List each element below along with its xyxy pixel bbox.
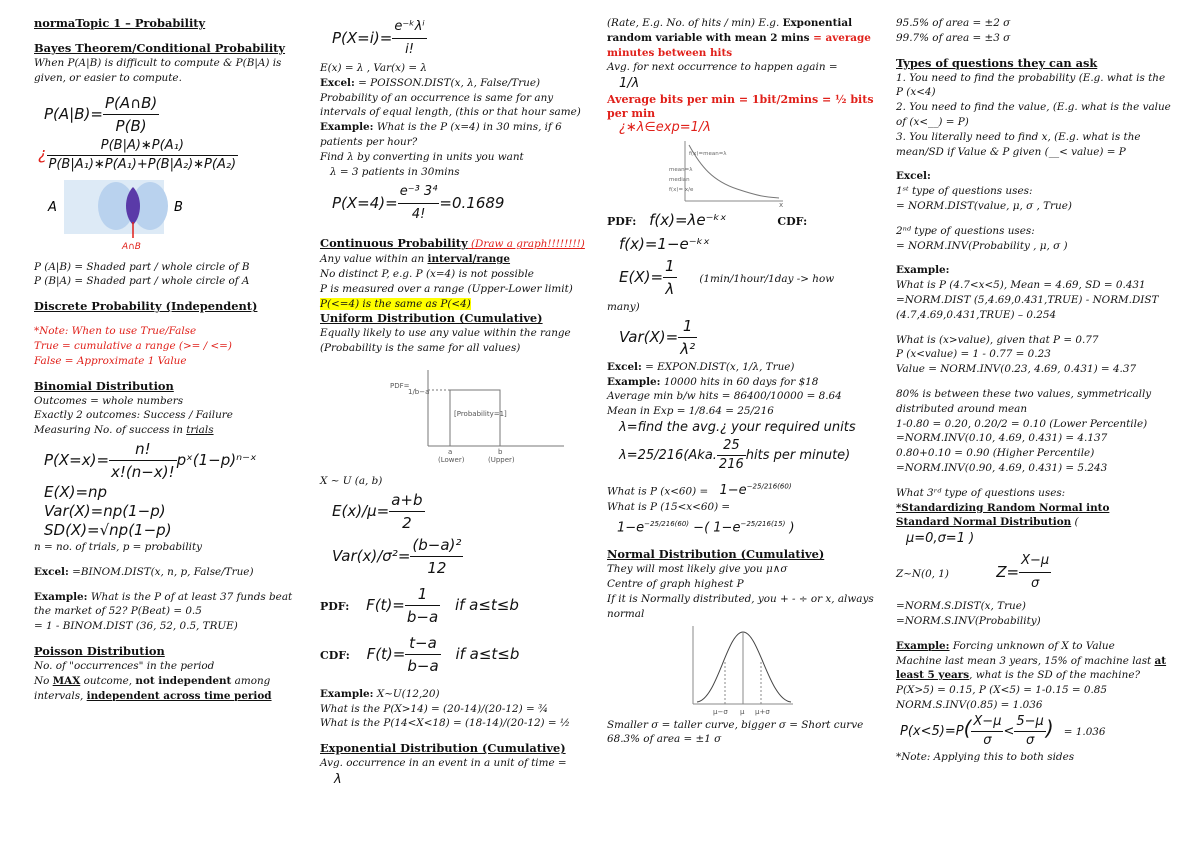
text-line: n = no. of trials, p = probability — [34, 540, 203, 553]
text-line: Any value within an interval/range — [320, 253, 511, 266]
standard-normal-params: μ=0,σ=1 ) — [906, 531, 975, 547]
svg-text:(Upper): (Upper) — [488, 455, 515, 464]
poisson-equation: P(X=i)= $\frac{\text{e⁻ᵏλⁱ}}{i!}$ — [332, 16, 590, 61]
text-line: P (A|B) = Shaded part / whole circle of B — [34, 260, 250, 273]
note-line: *Note: Applying this to both sides — [896, 750, 1075, 763]
exponential-variance: Var(X)= $\frac{1}{\text{λ²}}$ — [619, 316, 696, 358]
text-line: =NORM.S.INV(Probability) — [896, 614, 1041, 627]
text-line: 0.80+0.10 = 0.90 (Higher Percentile) — [896, 447, 1095, 460]
highlight-line: P(<=4) is the same as P(<4) — [320, 297, 471, 310]
text-line: P (x<value) = 1 - 0.77 = 0.23 — [896, 348, 1051, 361]
text-line: No MAX outcome, not independent among — [34, 674, 271, 687]
binomial-mean: E(X)=np — [44, 482, 108, 501]
svg-text:μ−σ: μ−σ — [713, 707, 728, 716]
svg-text:(Lower): (Lower) — [438, 455, 465, 464]
example-line: Example: What is the P (x=4) in 30 mins, if 6 — [320, 121, 562, 134]
text-line: Outcomes = whole numbers — [34, 394, 184, 407]
text-line: Exactly 2 outcomes: Success / Failure — [34, 409, 233, 422]
text-line: P (B|A) = Shaded part / whole circle of A — [34, 275, 250, 288]
text-line: =NORM.DIST (5,4.69,0.431,TRUE) - NORM.DIST — [896, 293, 1159, 306]
text-line: Avg. occurrence in an event in a unit of time = — [320, 757, 567, 770]
text-line: many) — [607, 300, 640, 313]
example-line: Example: What is the P of at least 37 funds beat — [34, 590, 293, 603]
text-line: Average min b/w hits = 86400/10000 = 8.64 — [607, 390, 842, 403]
poisson-heading: Poisson Distribution — [34, 643, 165, 658]
lambda-symbol: λ — [334, 771, 342, 787]
svg-text:μ: μ — [740, 707, 745, 716]
text-line: Smaller σ = taller curve, bigger σ = Short curve — [607, 718, 864, 731]
standardize-line: Standard Normal Distribution ( — [896, 516, 1079, 529]
venn-diagram — [36, 178, 183, 252]
exponential-heading: Exponential Distribution (Cumulative) — [320, 741, 566, 756]
svg-text:x: x — [779, 200, 784, 209]
text-line: = 1 - BINOM.DIST (36, 52, 0.5, TRUE) — [34, 620, 238, 633]
text-line: Avg. for next occurrence to happen again = — [607, 61, 838, 74]
binomial-equation: P(X=x)= $\frac{n!}{x!(n-x)!}$ pˣ(1−p)ⁿ⁻ˣ — [44, 439, 257, 481]
text-line: Equally likely to use any value within the range — [320, 327, 571, 340]
text-line: =NORM.S.DIST(x, True) — [896, 600, 1026, 613]
text-line: 2. You need to find the value, (E.g. what is the value — [896, 101, 1171, 114]
poisson-example-equation: P(X=4)= $\frac{\text{e⁻³ 3⁴}}{4!}$ =0.1689 — [332, 181, 590, 226]
binomial-sd: SD(X)=√np(1−p) — [44, 520, 172, 539]
text-line: 1-0.80 = 0.20, 0.20/2 = 0.10 (Lower Percentile) — [896, 417, 1148, 430]
inverse-lambda: 1/λ — [619, 76, 640, 92]
text-line: P (x<4) — [896, 86, 936, 99]
excel-line: Excel: = POISSON.DIST(x, λ, False/True) — [320, 76, 541, 89]
text-line: patients per hour? — [320, 135, 418, 148]
svg-text:f(x)=mean=λ: f(x)=mean=λ — [689, 150, 727, 157]
lambda-find: λ=find the avg.¿ your required units — [619, 419, 856, 435]
avg-bits-line: Average bits per min = 1bit/2mins = ½ bits — [607, 93, 874, 107]
exponential-pdf: PDF: f(x)=λe⁻ᵏˣ CDF: — [607, 210, 808, 229]
text-line: Machine last mean 3 years, 15% of machine last at — [896, 654, 1167, 667]
uniform-graph — [378, 364, 568, 464]
normal-heading: Normal Distribution (Cumulative) — [607, 547, 825, 562]
text-line: What is P (4.7<x<5), Mean = 4.69, SD = 0.431 — [896, 279, 1146, 292]
uniform-mean: E(x)/μ= $\frac{a+b}{2}$ — [332, 490, 423, 532]
svg-text:b: b — [498, 447, 503, 456]
note-line: True = cumulative a range (>= / <=) — [34, 339, 232, 352]
text-line: =NORM.INV(0.10, 4.69, 0.431) = 4.137 — [896, 432, 1108, 445]
text-line: intervals of equal length, (this or that hour same) — [320, 106, 581, 119]
svg-text:μ+σ: μ+σ — [755, 707, 770, 716]
text-line: least 5 years, what is the SD of the machine? — [896, 669, 1141, 682]
text-line: (Rate, E.g. No. of hits / min) E.g. Exponential — [607, 17, 853, 29]
bayes-heading: Bayes Theorem/Conditional Probability — [34, 41, 286, 55]
text-line: distributed around mean — [896, 402, 1028, 415]
uniform-variance: Var(x)/σ²= $\frac{\text{(b−a)²}}{12}$ — [332, 535, 462, 577]
svg-text:PDF=: PDF= — [390, 381, 410, 390]
text-line: 1ˢᵗ type of questions uses: — [896, 185, 1033, 198]
binomial-variance: Var(X)=np(1−p) — [44, 501, 166, 520]
example-line: Example: Forcing unknown of X to Value — [896, 639, 1115, 652]
text-line: P(X>5) = 0.15, P (X<5) = 1-0.15 = 0.85 — [896, 684, 1107, 697]
text-line: = NORM.INV(Probability , μ, σ ) — [896, 239, 1068, 252]
text-line: 1. You need to find the probability (E.g. what is the — [896, 71, 1166, 84]
example-line: Example: 10000 hits in 60 days for $18 — [607, 375, 819, 388]
text-line: (4.7,4.69,0.431,TRUE) – 0.254 — [896, 308, 1057, 321]
text-line: X ~ U (a, b) — [320, 474, 383, 487]
topic-title: normaTopic 1 – Probability — [34, 16, 206, 30]
text-line: given, or easier to compute. — [34, 71, 182, 84]
excel-heading: Excel: — [896, 170, 931, 183]
bayes-equation-expanded: ¿ $\frac{\text{P(B|A)∗P(A₁)}}{\text{P(B|A₁)∗P(A₁)+P(B|A₂)∗P(A₂)}}$ — [38, 137, 237, 172]
example-heading: Example: — [896, 264, 950, 277]
text-line: P is measured over a range (Upper-Lower limit) — [320, 282, 573, 295]
text-line: What is the P(14<X<18) = (18-14)/(20-12) = ½ — [320, 717, 570, 730]
text-line: mean/SD if Value & P given (__< value) = P — [896, 145, 1126, 158]
text-line: Value = NORM.INV(0.23, 4.69, 0.431) = 4.37 — [896, 363, 1137, 376]
question-line: What is P $(x<60) = 1-e^{-25/216(60)}$ — [607, 482, 792, 499]
svg-text:1/b−a: 1/b−a — [408, 387, 430, 396]
text-line: intervals, independent across time period — [34, 689, 272, 702]
column-1 — [34, 16, 296, 703]
text-line: of (x<__) = P) — [896, 115, 969, 128]
text-line: NORM.S.INV(0.85) = 1.036 — [896, 698, 1043, 711]
text-line: = NORM.DIST(value, μ, σ , True) — [896, 199, 1072, 212]
text-line: Measuring No. of success in trials — [34, 424, 214, 437]
uniform-pdf: PDF: F(t)= $\frac{1}{b-a}$ if a≤t≤b — [320, 584, 519, 626]
text-line: When P(A|B) is difficult to compute & P(B|A) is — [34, 57, 282, 69]
text-line: Mean in Exp = 1/8.64 = 25/216 — [607, 405, 774, 418]
column-4 — [896, 16, 1178, 764]
discrete-heading: Discrete Probability (Independent) — [34, 299, 258, 314]
exponential-graph — [667, 137, 787, 209]
uniform-cdf: CDF: F(t)= $\frac{t-a}{b-a}$ if a≤t≤b — [320, 633, 520, 675]
text-line: (Probability is the same for all values) — [320, 342, 521, 355]
text-line: 80% is between these two values, symmetrically — [896, 387, 1152, 400]
text-line: 2ⁿᵈ type of questions uses: — [896, 224, 1035, 237]
text-line: Find λ by converting in units you want — [320, 150, 524, 163]
column-3 — [607, 16, 879, 747]
lambda-value: λ=25/216(Aka. $\frac{25}{216}$ hits per minute) — [619, 437, 851, 472]
note-line: *Note: When to use True/False — [34, 325, 197, 338]
question-types-heading: Types of questions they can ask — [896, 55, 1098, 70]
lambda-exp-equation: ¿∗λ∈exp=1/λ — [619, 119, 711, 135]
text-line: They will most likely give you μ∧σ — [607, 563, 788, 576]
text-line: Probability of an occurrence is same for any — [320, 91, 554, 104]
binomial-heading: Binomial Distribution — [34, 378, 174, 393]
question-line: What is P (15<x<60) = — [607, 501, 731, 514]
svg-text:A∩B: A∩B — [122, 241, 141, 252]
svg-text:median: median — [669, 176, 690, 183]
excel-line: Excel: =BINOM.DIST(x, n, p, False/True) — [34, 565, 254, 578]
note-line: False = Approximate 1 Value — [34, 354, 187, 367]
text-line: 95.5% of area = ±2 σ — [896, 17, 1011, 29]
text-line: normal — [607, 607, 645, 620]
text-line: What is (x>value), given that P = 0.77 — [896, 333, 1099, 346]
continuous-heading-line: Continuous Probability (Draw a graph!!!!!!!!) — [320, 236, 585, 251]
text-line: E(x) = λ , Var(x) = λ — [320, 62, 427, 74]
svg-text:B: B — [174, 199, 183, 215]
text-line: minutes between hits — [607, 46, 733, 59]
text-line: the market of 52? P(Beat) = 0.5 — [34, 605, 202, 618]
exponential-cdf: f(x)=1−e⁻ᵏˣ — [619, 234, 710, 253]
svg-text:[Probability=1]: [Probability=1] — [454, 409, 507, 418]
standardize-line: *Standardizing Random Normal into — [896, 501, 1110, 514]
column-2 — [320, 16, 590, 789]
normal-curve-graph — [687, 622, 797, 718]
svg-text:mean=λ: mean=λ — [669, 166, 693, 173]
text-line: If it is Normally distributed, you + - ÷ or x, always — [607, 593, 874, 606]
bayes-equation: P(A|B)= $\frac{P(A\cap B)}{P(B)}$ — [44, 93, 158, 135]
svg-text:a: a — [448, 447, 453, 456]
text-line: Centre of graph highest P — [607, 578, 744, 591]
text-line: What 3ʳᵈ type of questions uses: — [896, 486, 1066, 499]
svg-text:f(x)= x/e: f(x)= x/e — [669, 186, 694, 193]
text-line: 68.3% of area = ±1 σ — [607, 733, 722, 746]
text-line: 99.7% of area = ±3 σ — [896, 31, 1011, 44]
text-line: What is the P(X>14) = (20-14)/(20-12) = ¾ — [320, 702, 549, 715]
text-line: =NORM.INV(0.90, 4.69, 0.431) = 5.243 — [896, 461, 1108, 474]
text-line: 3. You literally need to find x, (E.g. what is the — [896, 130, 1141, 143]
exponential-mean: E(X)= $\frac{1}{\lambda}$ (1min/1hour/1day -> how — [619, 256, 835, 298]
text-line: random variable with mean 2 mins = average — [607, 31, 871, 44]
px5-equation: P(x<5)=P( $\frac{X-\mu}{\sigma}$ < $\frac{5-\mu}{\sigma}$ ) = 1.036 — [900, 713, 1106, 748]
excel-line: Excel: = EXPON.DIST(x, 1/λ, True) — [607, 360, 795, 373]
uniform-heading: Uniform Distribution (Cumulative) — [320, 311, 543, 326]
avg-bits-line: per min — [607, 106, 656, 120]
question-equation: $1-e^{-25/216(60)}$ −( $1-e^{-25/216(15)}$ ) — [617, 520, 795, 536]
example-line: Example: X~U(12,20) — [320, 687, 440, 700]
z-equation-line: Z~N(0, 1) Z= $\frac{X-\mu}{\sigma}$ — [896, 550, 1178, 595]
text-line: No. of "occurrences" in the period — [34, 659, 215, 672]
svg-text:A: A — [48, 199, 57, 215]
text-line: λ = 3 patients in 30mins — [330, 165, 460, 178]
text-line: No distinct P, e.g. P (x=4) is not possible — [320, 267, 534, 280]
